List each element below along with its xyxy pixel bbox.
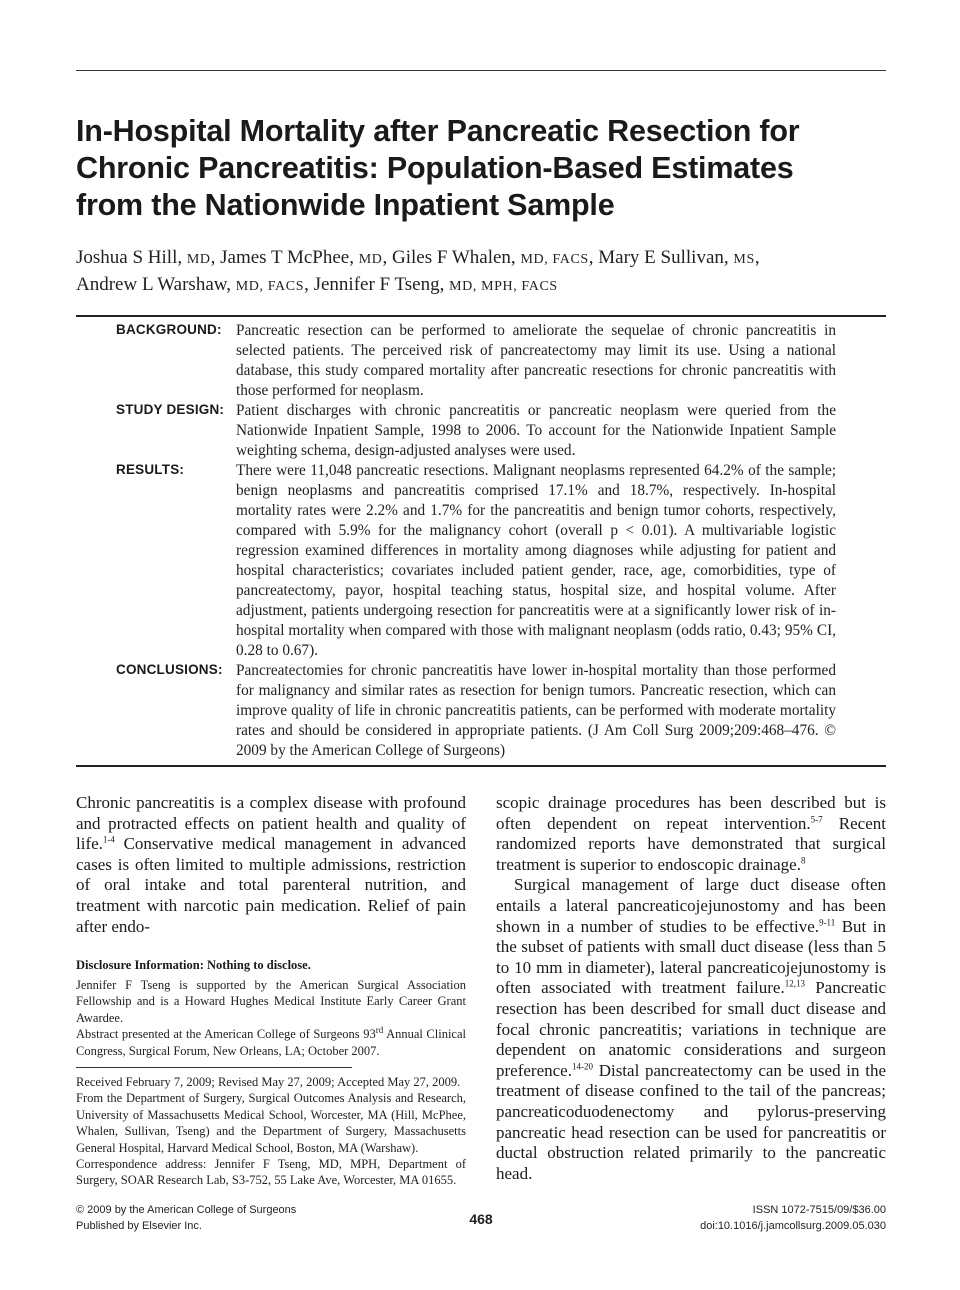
section-label: BACKGROUND:: [116, 322, 222, 337]
abstract-rule-bottom: [76, 765, 886, 767]
section-label: RESULTS:: [116, 462, 185, 477]
author-separator: ,: [210, 247, 221, 268]
note-text: Annual Clinical Congress, Surgical Forum, New Orleans, LA; October 2007.: [76, 1027, 467, 1058]
title-line: In-Hospital Mortality after Pancreatic Resection for: [76, 114, 800, 148]
section-text: There were 11,048 pancreatic resections. Malignant neoplasms represented 64.2% of the sample; benign neoplasms and pancreatitis comprised 17.1% and 18.7%, respectively. In-hospital mortality rates were 2.2% and 1.7% for the pancreatitis and benign tumor cohorts, respectively, compared with 5.9% for the malignancy cohort (overall p < 0.01). A multivariable logistic regression examined differences in mortality among diagnoses while adjusting for patient and hospital characteristics; covariates included patient gender, race, age, comorbidities, type of pancreatectomy, payor, hospital teaching status, hospital size, and hospital volume. After adjustment, patients undergoing resection for pancreatitis were at a significantly lower risk of in-hospital mortality when compared with those with malignant neoplasm (odds ratio, 0.43; 95% CI, 0.28 to 0.67).: [236, 462, 836, 659]
author-separator: ,: [588, 247, 599, 268]
body-column-left: [76, 793, 466, 937]
page-number: 468: [469, 1211, 493, 1227]
issn-line: ISSN 1072-7515/09/$36.00: [752, 1204, 886, 1216]
copyright-line: © 2009 by the American College of Surgeons: [76, 1204, 297, 1216]
paragraph-text: Recent randomized reports have demonstrated that surgical treatment is superior to endoscopic drainage.: [496, 813, 886, 874]
author-line-1: [76, 245, 886, 272]
abstract-background: [76, 321, 886, 401]
publisher-line: Published by Elsevier Inc.: [76, 1219, 202, 1232]
reference-citation[interactable]: 8: [800, 855, 806, 866]
section-text: Patient discharges with chronic pancreatitis or pancreatic neoplasm were queried from the Nationwide Inpatient Sample, 1998 to 2006. To account for the Nationwide Inpatient Sample weighting schema, design-adjusted analyses were used.: [236, 402, 836, 459]
reference-citation[interactable]: 1-4: [102, 834, 115, 845]
author-credentials: MD: [186, 252, 211, 267]
author-name: Andrew L Warshaw,: [76, 274, 236, 295]
paragraph-text: Conservative medical management in advanced cases is often limited to multiple admissions, restriction of oral intake and total parenteral nutrition, and treatment with narcotic pain medication. Relief of pain after endo-: [76, 834, 466, 936]
body-paragraph: [496, 793, 886, 875]
author-separator: ,: [304, 274, 314, 295]
paragraph-text: Chronic pancreatitis is a complex disease with profound and protracted effects on patient health and quality of life.: [76, 793, 466, 854]
abstract: [76, 321, 886, 761]
author-line-2: [76, 272, 886, 299]
reference-citation[interactable]: 12,13: [784, 978, 805, 989]
funding-note: Jennifer F Tseng is supported by the American Surgical Association Fellowship and is a Howard Hughes Medical Institute Early Career Grant Awardee.: [76, 978, 466, 1025]
abstract-conclusions: [76, 661, 886, 761]
author-name: Joshua S Hill,: [76, 247, 187, 268]
section-label: STUDY DESIGN:: [116, 402, 225, 417]
received-dates: Received February 7, 2009; Revised May 27, 2009; Accepted May 27, 2009.: [76, 1075, 461, 1090]
author-name: Jennifer F Tseng,: [313, 274, 450, 295]
footnote-divider: [76, 1067, 352, 1068]
author-separator: ,: [754, 247, 760, 268]
footer-right: [700, 1203, 886, 1234]
correspondence-address: Correspondence address: Jennifer F Tseng, MD, MPH, Department of Surgery, SOAR Research Lab, S3-752, 55 Lake Ave, Worcester, MA 01655.: [76, 1157, 466, 1188]
reference-citation[interactable]: 9-11: [819, 916, 836, 927]
author-separator: ,: [382, 247, 393, 268]
paragraph-text: Pancreatic resection has been described for small duct disease and focal chronic pancreatitis; variations in technique are dependent on anatomic considerations and surgeon preference.: [496, 978, 887, 1080]
doi-link[interactable]: doi:10.1016/j.jamcollsurg.2009.05.030: [700, 1219, 886, 1232]
reference-citation[interactable]: 5-7: [810, 813, 823, 824]
reference-citation[interactable]: 14-20: [571, 1061, 593, 1072]
title-line: Chronic Pancreatitis: Population-Based Estimates: [76, 151, 794, 185]
author-list: [76, 245, 886, 299]
abstract-results: [76, 461, 886, 661]
author-credentials: MD, FACS: [520, 252, 589, 267]
paragraph-text: But in the subset of patients with small duct disease (less than 5 to 10 mm in diameter), lateral pancreaticojejunostomy is often associated with treatment failure.: [496, 916, 886, 998]
section-text: Pancreatic resection can be performed to ameliorate the sequelae of chronic pancreatitis in selected patients. The perceived risk of pancreatectomy may limit its use. Using a national database, this study compared mortality after pancreatic resections for chronic pancreatitis with those performed for neoplasm.: [236, 322, 836, 399]
disclosure-heading: Disclosure Information: Nothing to disclose.: [76, 958, 311, 972]
paragraph-text: Distal pancreatectomy can be used in the treatment of disease confined to the tail of the pancreas; pancreaticoduodenectomy and pylorus-preserving pancreatic head resection can be used for pancreatitis or ductal obstruction related primarily to the pancreatic head.: [496, 1060, 886, 1183]
disclosure-footnotes: [76, 958, 466, 1189]
abstract-rule-top: [76, 315, 886, 317]
presentation-note: [76, 1026, 466, 1059]
article-title: [76, 113, 886, 224]
author-name: James T McPhee,: [220, 247, 359, 268]
body-paragraph: [76, 793, 466, 937]
section-label: CONCLUSIONS:: [116, 662, 223, 677]
affiliations: From the Department of Surgery, Surgical Outcomes Analysis and Research, University of Massachusetts Medical School, Worcester, MA (Hill, McPhee, Whalen, Sullivan, Tseng) and the Department of Surgery, Massachusetts General Hospital, Harvard Medical School, Boston, MA (Warshaw).: [76, 1091, 466, 1155]
author-name: Mary E Sullivan,: [598, 247, 734, 268]
body-column-right: [496, 793, 886, 1184]
author-credentials: MS: [733, 252, 755, 267]
title-line: from the Nationwide Inpatient Sample: [76, 188, 615, 222]
note-text: Abstract presented at the American College of Surgeons 93: [76, 1027, 376, 1042]
author-name: Giles F Whalen,: [392, 247, 521, 268]
ordinal-suffix: rd: [375, 1025, 384, 1036]
page-footer: [76, 1203, 886, 1233]
header-rule: [76, 70, 886, 71]
section-text: Pancreatectomies for chronic pancreatitis have lower in-hospital mortality than those performed for malignancy and similar rates as resection for benign tumors. Pancreatic resection, which can improve quality of life in chronic pancreatitis patients, can be performed with moderate mortality rates and should be considered in appropriate patients. (J Am Coll Surg 2009;209:468–476. © 2009 by the American College of Surgeons): [236, 662, 836, 759]
paragraph-text: scopic drainage procedures has been described but is often dependent on repeat intervention.: [496, 793, 886, 833]
author-credentials: MD, FACS: [235, 279, 305, 294]
author-credentials: MD, MPH, FACS: [449, 279, 558, 294]
abstract-study-design: [76, 401, 886, 461]
body-paragraph: [496, 875, 886, 1184]
author-credentials: MD: [358, 252, 383, 267]
paragraph-text: Surgical management of large duct disease often entails a lateral pancreaticojejunostomy and has been shown in a number of studies to be effective.: [496, 875, 886, 936]
